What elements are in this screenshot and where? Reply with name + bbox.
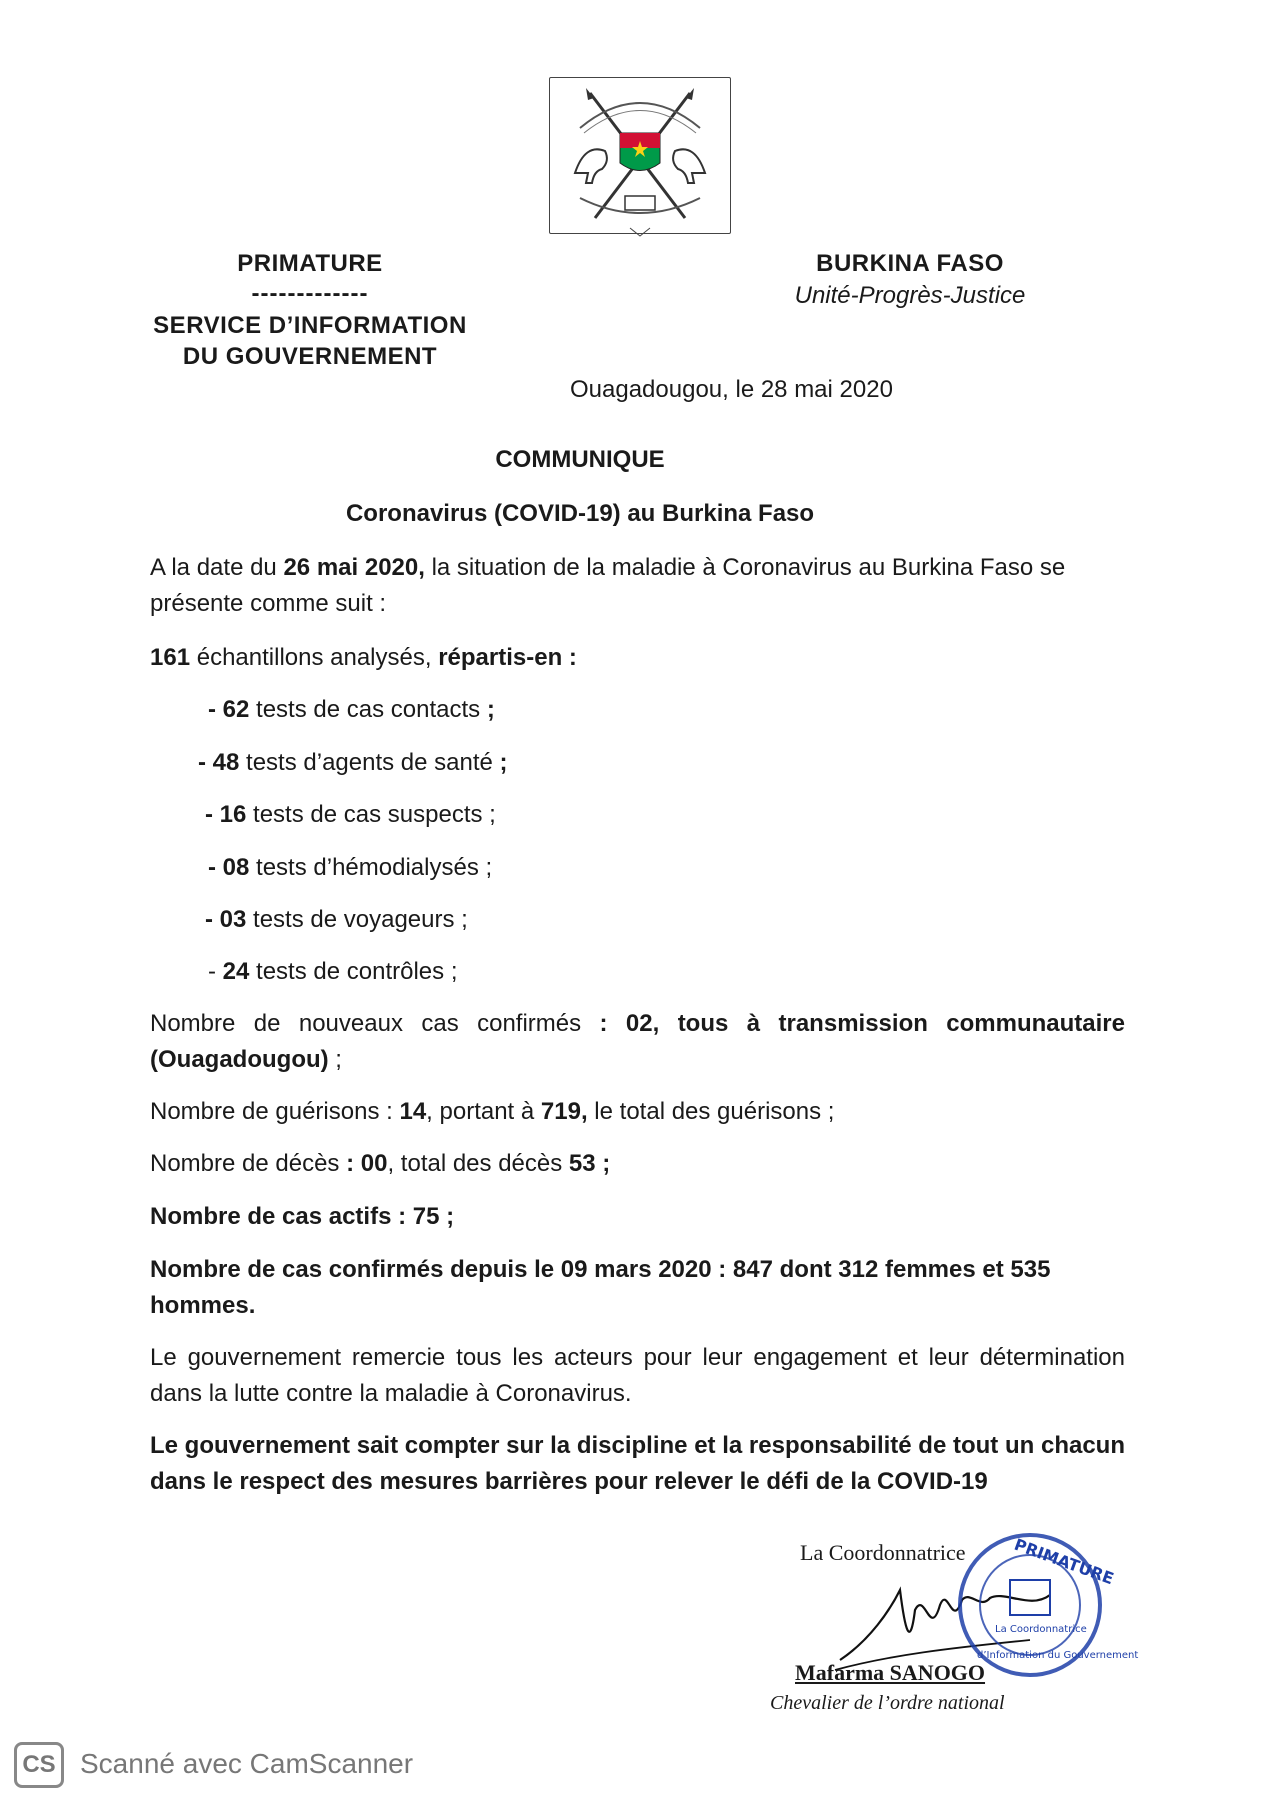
test-label: tests de contrôles bbox=[249, 958, 451, 985]
signatory-name: Mafarma SANOGO bbox=[795, 1660, 986, 1685]
samples-text: échantillons analysés, bbox=[190, 644, 439, 671]
recoveries-label: Nombre de guérisons : bbox=[150, 1098, 400, 1125]
intro-date: 26 mai 2020, bbox=[283, 554, 425, 581]
dash: - bbox=[208, 854, 223, 881]
test-count: 24 bbox=[222, 958, 250, 985]
national-motto: Unité-Progrès-Justice bbox=[794, 282, 1026, 309]
deaths-value: : 00 bbox=[346, 1150, 388, 1177]
test-label: tests de cas suspects bbox=[246, 801, 490, 828]
semicolon: ; bbox=[485, 854, 493, 881]
dash: - bbox=[208, 958, 223, 985]
header-separator: ------------- bbox=[251, 280, 369, 307]
new-cases-label: Nombre de nouveaux cas confirmés bbox=[150, 1010, 600, 1037]
recoveries-total: 719, bbox=[540, 1098, 588, 1125]
samples-tail: répartis-en : bbox=[438, 644, 577, 671]
coat-of-arms bbox=[549, 77, 731, 234]
camscanner-logo-text: CS bbox=[22, 1751, 56, 1778]
gouvernement-label: DU GOUVERNEMENT bbox=[182, 343, 438, 370]
country-label: BURKINA FASO bbox=[816, 250, 1004, 277]
test-label: tests d’hémodialysés bbox=[249, 854, 486, 881]
deaths-line bbox=[150, 1146, 1125, 1182]
dash: - bbox=[208, 696, 223, 723]
samples-line bbox=[150, 640, 1125, 676]
svg-text:La Coordonnatrice: La Coordonnatrice bbox=[995, 1624, 1087, 1635]
intro-pre: A la date du bbox=[150, 554, 284, 581]
thanks-paragraph: Le gouvernement remercie tous les acteurs pour leur engagement et leur détermination dans la lutte contre la maladie à Coronavirus. bbox=[150, 1344, 1125, 1407]
test-item bbox=[208, 850, 492, 886]
signature-role: La Coordonnatrice bbox=[800, 1540, 966, 1565]
date-line: Ouagadougou, le 28 mai 2020 bbox=[570, 376, 893, 403]
dash: - bbox=[205, 906, 220, 933]
dash: - bbox=[198, 749, 213, 776]
semicolon: ; bbox=[461, 906, 468, 933]
document-title: COMMUNIQUE bbox=[495, 446, 665, 473]
dash: - bbox=[205, 801, 220, 828]
deaths-mid: , total des décès bbox=[387, 1150, 569, 1177]
confirmed-total-paragraph: Nombre de cas confirmés depuis le 09 mars 2020 : 847 dont 312 femmes et 535 hommes. bbox=[150, 1256, 1051, 1319]
deaths-label: Nombre de décès bbox=[150, 1150, 347, 1177]
recoveries-mid: , portant à bbox=[426, 1098, 541, 1125]
semicolon: ; bbox=[486, 696, 495, 723]
samples-count: 161 bbox=[150, 644, 191, 671]
semicolon: ; bbox=[499, 749, 508, 776]
signatory-honor: Chevalier de l’ordre national bbox=[770, 1692, 1005, 1714]
camscanner-footer: Scanné avec CamScanner bbox=[80, 1748, 414, 1779]
primature-label: PRIMATURE bbox=[237, 250, 383, 277]
test-item bbox=[198, 745, 508, 781]
recoveries-value: 14 bbox=[399, 1098, 427, 1125]
test-label: tests de voyageurs bbox=[246, 906, 462, 933]
test-label: tests de cas contacts bbox=[249, 696, 487, 723]
service-label: SERVICE D’INFORMATION bbox=[153, 312, 467, 339]
camscanner-logo bbox=[14, 1742, 64, 1788]
document-subtitle: Coronavirus (COVID-19) au Burkina Faso bbox=[345, 500, 815, 527]
new-cases-paragraph bbox=[150, 1006, 1125, 1078]
intro-paragraph bbox=[150, 550, 1125, 622]
test-count: 62 bbox=[222, 696, 250, 723]
svg-text:PRIMATURE: PRIMATURE bbox=[1011, 1534, 1117, 1589]
test-item bbox=[208, 692, 495, 728]
test-count: 16 bbox=[219, 801, 247, 828]
test-item bbox=[205, 902, 468, 938]
semicolon: ; bbox=[450, 958, 458, 985]
recoveries-line bbox=[150, 1094, 1125, 1130]
test-count: 48 bbox=[212, 749, 240, 776]
new-cases-value: : 02, tous à transmission communautaire (Ouagadougou) bbox=[150, 1010, 1125, 1073]
test-count: 08 bbox=[222, 854, 250, 881]
intro-post: la situation de la maladie à Coronavirus au Burkina Faso se présente comme suit : bbox=[150, 554, 1066, 617]
active-cases-line: Nombre de cas actifs : 75 ; bbox=[150, 1203, 455, 1230]
recoveries-end: le total des guérisons ; bbox=[587, 1098, 835, 1125]
semicolon: ; bbox=[489, 801, 496, 828]
test-item bbox=[205, 797, 496, 833]
test-count: 03 bbox=[219, 906, 247, 933]
official-stamp bbox=[955, 1530, 1139, 1680]
new-cases-end: ; bbox=[328, 1046, 342, 1073]
test-item bbox=[208, 954, 457, 990]
deaths-total: 53 ; bbox=[568, 1150, 611, 1177]
test-label: tests d’agents de santé bbox=[239, 749, 500, 776]
svg-text:d’Information du Gouvernement: d’Information du Gouvernement bbox=[977, 1650, 1139, 1661]
closing-paragraph: Le gouvernement sait compter sur la discipline et la responsabilité de tout un chacun dans le respect des mesures barrières pour relever le défi de la COVID-19 bbox=[150, 1432, 1125, 1495]
